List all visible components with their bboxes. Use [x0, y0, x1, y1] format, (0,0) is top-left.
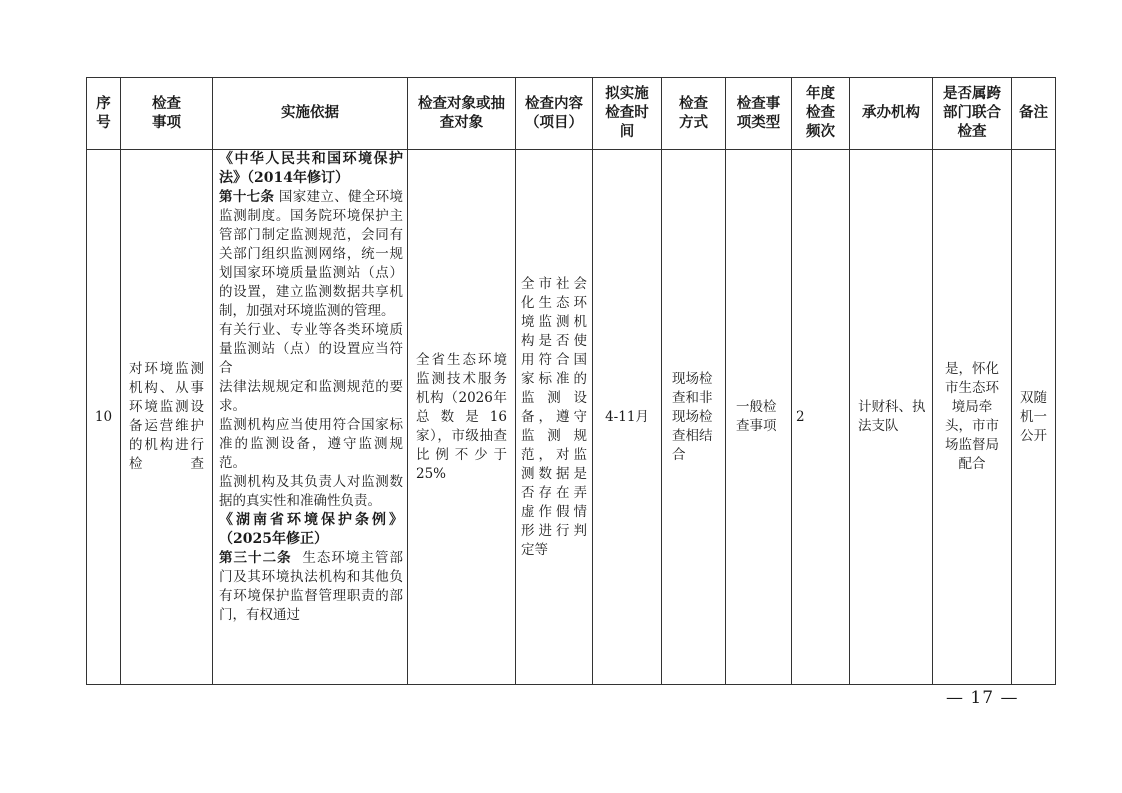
cell-type: 一般检查事项	[726, 150, 792, 685]
header-cell-content: 检查内容（项目）	[516, 78, 593, 150]
article-32-text: 生态环境主管部门及其环境执法机构和其他负有环境保护监督管理职责的部门，有权通过	[219, 550, 403, 623]
header-cell-target: 检查对象或抽查对象	[408, 78, 516, 150]
cell-time: 4-11月	[593, 150, 662, 685]
article-32	[219, 549, 403, 625]
header-cell-item: 检查事项	[121, 78, 213, 150]
inspection-table	[86, 77, 1056, 685]
cell-joint: 是，怀化市生态环境局牵头，市市场监督局配合	[933, 150, 1012, 685]
header-cell-frequency: 年度检查频次	[792, 78, 850, 150]
basis-paragraph-4: 监测机构应当使用符合国家标准的监测设备，遵守监测规范。	[219, 417, 403, 471]
cell-target: 全省生态环境监测技术服务机构（2026年总数是16家），市级抽查比例不少于25%	[408, 150, 516, 685]
article-17	[219, 188, 403, 321]
cell-agency: 计财科、执法支队	[850, 150, 933, 685]
article-32-label: 第三十二条	[219, 550, 292, 566]
table-row	[87, 150, 1056, 685]
header-cell-agency: 承办机构	[850, 78, 933, 150]
header-cell-basis: 实施依据	[213, 78, 408, 150]
cell-item: 对环境监测机构、从事环境监测设备运营维护的机构进行检查	[121, 150, 213, 685]
cell-frequency: 2	[792, 150, 850, 685]
cell-no: 10	[87, 150, 121, 685]
header-cell-method: 检查方式	[662, 78, 726, 150]
header-cell-time: 拟实施检查时间	[593, 78, 662, 150]
basis-paragraph-5: 监测机构及其负责人对监测数据的真实性和准确性负责。	[219, 474, 403, 509]
cell-method: 现场检查和非现场检查相结合	[662, 150, 726, 685]
page-number-dash-left: —	[946, 688, 964, 708]
basis-paragraph-2: 有关行业、专业等各类环境质量监测站（点）的设置应当符合	[219, 322, 403, 376]
law-title-hunan-regulation: 《湖南省环境保护条例》（2025年修正）	[219, 512, 403, 547]
header-cell-remark: 备注	[1012, 78, 1056, 150]
cell-basis	[213, 150, 408, 685]
page-number	[946, 688, 1018, 708]
basis-paragraph-3: 法律法规规定和监测规范的要求。	[219, 379, 403, 414]
page-number-value: 17	[970, 688, 995, 708]
table-header-row	[87, 78, 1056, 150]
cell-remark: 双随机一公开	[1012, 150, 1056, 685]
article-17-text: 国家建立、健全环境监测制度。国务院环境保护主管部门制定监测规范，会同有关部门组织监测网络，统一规划国家环境质量监测站（点）的设置，建立监测数据共享机制，加强对环境监测的管理。	[219, 189, 404, 319]
header-cell-type: 检查事项类型	[726, 78, 792, 150]
article-17-label: 第十七条	[219, 189, 275, 205]
page-number-dash-right: —	[1000, 688, 1019, 708]
law-title-env-protection: 《中华人民共和国环境保护法》（2014年修订）	[219, 151, 403, 186]
header-cell-joint: 是否属跨部门联合检查	[933, 78, 1012, 150]
cell-content: 全市社会化生态环境监测机构是否使用符合国家标准的监测设备，遵守监测规范，对监测数据是否存在弄虚作假情形进行判定等	[516, 150, 593, 685]
header-cell-no: 序号	[87, 78, 121, 150]
